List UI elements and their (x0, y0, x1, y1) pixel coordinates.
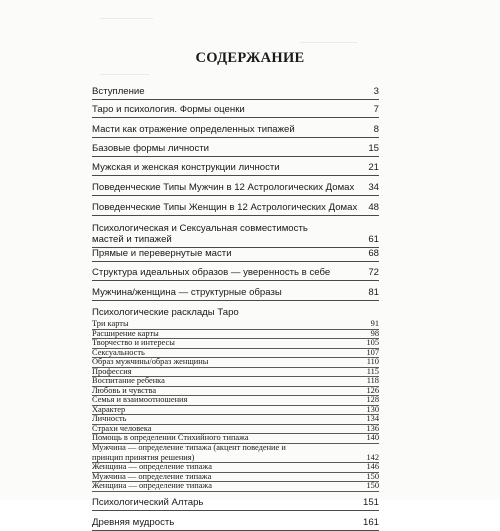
toc-entry-title: Мужская и женская конструкции личности (92, 162, 280, 173)
toc-entry (92, 124, 379, 138)
page-title: СОДЕРЖАНИЕ (195, 50, 305, 66)
toc-page-number: 136 (366, 423, 379, 433)
toc-entry-title: Масти как отражение определенных типажей (92, 124, 295, 135)
toc-entry-title: Сексуальность (92, 347, 145, 357)
leader-rule (92, 510, 379, 511)
toc-page-number: 151 (362, 497, 379, 508)
toc-entry-title: Три карты (92, 319, 129, 328)
toc-page-number: 107 (366, 347, 379, 357)
toc-entry (92, 287, 379, 301)
toc-subentry (92, 481, 379, 492)
toc-page-number: 48 (368, 202, 379, 213)
toc-entry-title: Профессия (92, 366, 132, 376)
toc-entry-title: Психологические расклады Таро (92, 307, 239, 318)
toc-page-number: 161 (362, 517, 379, 528)
toc-page-number: 150 (366, 471, 379, 481)
toc-entry-title: Страхи человека (92, 423, 152, 433)
toc-subentry (92, 433, 379, 444)
toc-entry-title: Творчество и интересы (92, 338, 175, 347)
toc-page-number: 134 (366, 414, 379, 423)
toc-entry-title: Женщина — определение типажа (92, 481, 212, 490)
toc-entry-title: Древняя мудрость (92, 517, 175, 528)
toc-page-number: 130 (366, 404, 379, 414)
toc-entry-title: Психологический Алтарь (92, 497, 204, 508)
toc-entry-title: Семья и взаимоотношения (92, 395, 188, 404)
toc-entry-title: принцип принятия решения) (92, 452, 195, 462)
toc-page-number: 150 (366, 481, 379, 490)
toc-entry (92, 248, 379, 262)
toc-entry (92, 143, 379, 157)
toc-page-number: 7 (373, 104, 379, 115)
bleed-through-text: ~~~~~~~~~~~~ (100, 72, 150, 79)
toc-page-number: 34 (368, 182, 379, 193)
toc-entry (92, 182, 379, 196)
toc-page-number: 105 (366, 338, 379, 347)
toc-page-number: 68 (368, 248, 379, 259)
leader-rule (92, 156, 379, 157)
toc-entry-title: Мужчина — определение типажа (92, 471, 212, 481)
toc-page-number: 8 (373, 124, 379, 135)
bleed-through-text: ~~~~~~~~~~~~~ (100, 16, 154, 23)
bleed-through-text: ~~~~~~~~~~~~~~ (300, 40, 358, 47)
toc-page-number: 115 (366, 366, 379, 376)
toc-page-number: 72 (368, 267, 379, 278)
toc-entry (92, 202, 379, 216)
toc-entry-title: Помощь в определении Стихийного типажа (92, 433, 249, 442)
toc-entry-title: Личность (92, 414, 127, 423)
toc-page-number: 61 (368, 234, 379, 245)
toc-page-number: 91 (370, 319, 379, 328)
leader-rule (92, 215, 379, 216)
toc-entry-title: Поведенческие Типы Мужчин в 12 Астрологических Домах (92, 182, 355, 193)
toc-page-number: 142 (366, 452, 379, 462)
toc-entry-title: Женщина — определение типажа (92, 462, 212, 471)
toc-entry-title: Характер (92, 404, 126, 414)
toc-page-number: 118 (366, 376, 379, 385)
leader-rule (92, 117, 379, 118)
toc-page-number: 21 (368, 162, 379, 173)
toc-page-number: 126 (366, 385, 379, 395)
toc-page-number: 3 (373, 86, 379, 97)
toc-page-number: 128 (366, 395, 379, 404)
toc-entry-title: Мужчина/женщина — структурные образы (92, 287, 282, 298)
toc-subentry (92, 443, 379, 463)
toc-entry (92, 307, 379, 318)
toc-entry (92, 267, 379, 281)
toc-page-number: 81 (368, 287, 379, 298)
toc-entry-title: Мужчина — определение типажа (акцент поведение и (92, 443, 286, 452)
toc-entry-title: Расширение карты (92, 328, 159, 338)
toc-entry-title: Вступление (92, 86, 145, 97)
leader-rule (92, 491, 379, 492)
toc-entry-title: Таро и психология. Формы оценки (92, 104, 245, 115)
toc-entry-title: Образ мужчины/образ женщины (92, 357, 209, 366)
leader-rule (92, 137, 379, 138)
toc-page-number: 110 (366, 357, 379, 366)
toc-entry (92, 104, 379, 118)
leader-rule (92, 280, 379, 281)
leader-rule (92, 175, 379, 176)
leader-rule (92, 261, 379, 262)
toc-entry-title: Любовь и чувства (92, 385, 157, 395)
toc-entry-title: Поведенческие Типы Женщин в 12 Астрологических Домах (92, 202, 358, 213)
toc-entry (92, 223, 379, 248)
toc-entry (92, 86, 379, 100)
toc-entry (92, 517, 379, 531)
toc-entry-title: мастей и типажей (92, 234, 172, 245)
toc-entry (92, 162, 379, 176)
leader-rule (92, 99, 379, 100)
toc-entry (92, 497, 379, 511)
toc-page-number: 98 (370, 328, 379, 338)
toc-entry-title: Воспитание ребенка (92, 376, 165, 385)
leader-rule (92, 300, 379, 301)
toc-entry-title: Психологическая и Сексуальная совместимость (92, 223, 308, 234)
toc-entry-title: Базовые формы личности (92, 143, 210, 154)
toc-entry-title: Прямые и перевернутые масти (92, 248, 232, 259)
toc-page-number: 140 (366, 433, 379, 442)
toc-entry-title: Структура идеальных образов — уверенность в себе (92, 267, 331, 278)
toc-page-number: 146 (366, 462, 379, 471)
leader-rule (92, 195, 379, 196)
toc-page-number: 15 (368, 143, 379, 154)
